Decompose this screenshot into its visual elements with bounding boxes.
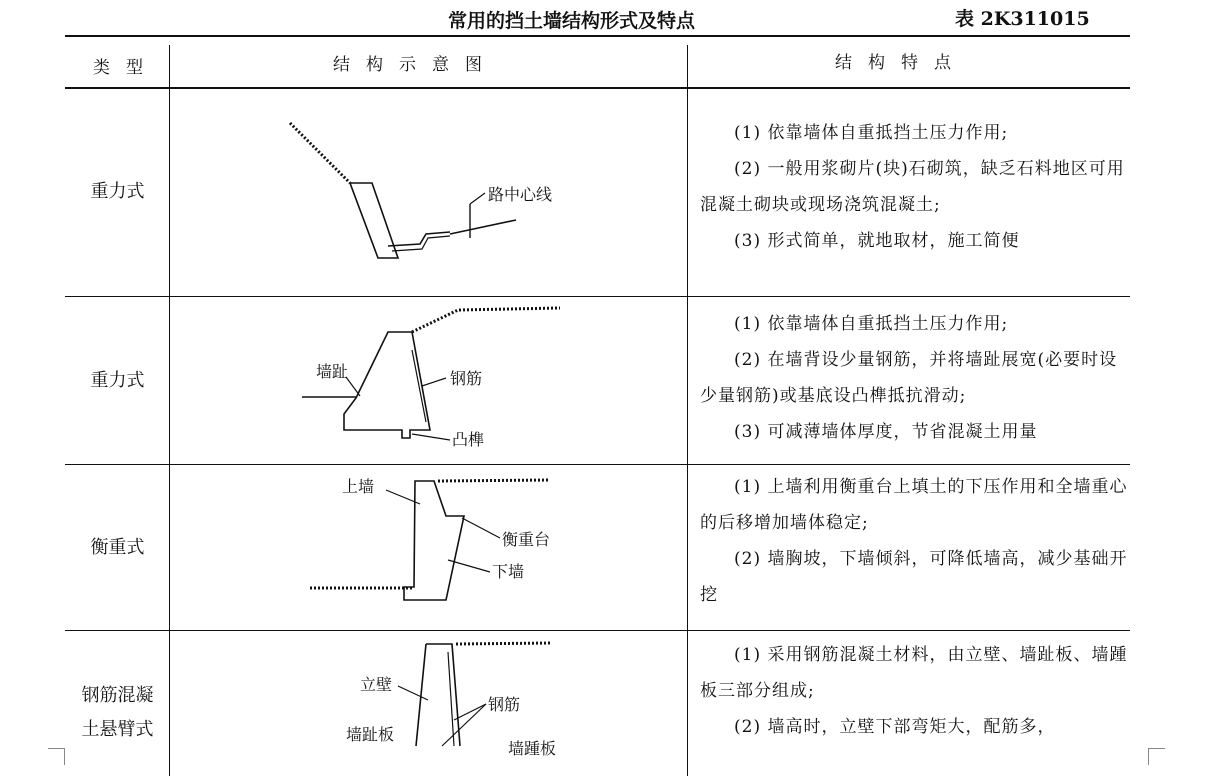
- row4-type-line1: 钢筋混凝: [81, 685, 154, 706]
- reinforced-gravity-wall-diagram: [300, 302, 570, 452]
- wall-body: [404, 481, 464, 600]
- row3-feature-2: (2) 墙胸坡，下墙倾斜，可降低墙高，减少基础开挖: [700, 549, 1128, 605]
- label-rebar: 钢筋: [488, 695, 521, 714]
- row3-type: 衡重式: [90, 537, 145, 558]
- table-title: 常用的挡土墙结构形式及特点: [448, 10, 696, 32]
- row1-feature-3: (3) 形式简单，就地取材，施工简便: [734, 231, 1020, 251]
- header-type: 类型: [93, 58, 159, 78]
- label-heel-slab: 墙踵板: [508, 739, 557, 758]
- row4-type-line2: 土悬臂式: [81, 719, 154, 740]
- top-fill: [456, 643, 552, 644]
- rebar-leader-2: [442, 704, 486, 746]
- row4-feature-2: (2) 墙高时，立壁下部弯矩大，配筋多，: [734, 717, 1056, 737]
- row2-type: 重力式: [90, 370, 145, 391]
- label-toe: 墙趾: [316, 362, 349, 381]
- toe-leader: [346, 377, 360, 396]
- centerline-leader: [470, 193, 485, 204]
- row3-feature-1: (1) 上墙利用衡重台上填土的下压作用和全墙重心的后移增加墙体稳定;: [700, 477, 1128, 533]
- row1-feature-1: (1) 依靠墙体自重抵挡土压力作用;: [734, 123, 1009, 143]
- header-features: 结构特点: [835, 53, 967, 73]
- label-road-centerline: 路中心线: [488, 185, 553, 204]
- cantilever-wall-diagram: [330, 638, 570, 758]
- page-header: [0, 4, 1210, 32]
- wall-body: [350, 183, 398, 258]
- row2-feature-1: (1) 依靠墙体自重抵挡土压力作用;: [734, 314, 1009, 334]
- row2-feature-2: (2) 在墙背设少量钢筋，并将墙趾展宽(必要时设少量钢筋)或基底设凸榫抵抗滑动;: [700, 350, 1118, 406]
- column-divider-1: [169, 45, 170, 776]
- rebar-leader: [422, 378, 446, 386]
- wall-body: [344, 332, 430, 438]
- label-lower-wall: 下墙: [492, 562, 525, 581]
- key-leader: [412, 434, 450, 440]
- retaining-wall-table: [65, 35, 1130, 776]
- row-divider-1: [65, 296, 1130, 297]
- page-corner-right: [1148, 748, 1165, 765]
- rebar-leader-1: [454, 704, 486, 720]
- column-divider-2: [687, 45, 688, 776]
- row-divider-3: [65, 630, 1130, 631]
- rebar-line: [412, 350, 426, 422]
- row1-feature-2: (2) 一般用浆砌片(块)石砌筑，缺乏石料地区可用混凝土砌块或现场浇筑混凝土;: [700, 159, 1125, 215]
- row1-features: [700, 115, 1130, 259]
- row3-features: [700, 469, 1130, 613]
- page-corner-left: [48, 748, 65, 765]
- header-diagram: 结构示意图: [333, 55, 498, 75]
- lower-wall-leader: [448, 560, 490, 572]
- backfill-slope: [412, 308, 560, 332]
- header-bottom-rule: [65, 87, 1130, 89]
- table-top-rule: [65, 35, 1130, 37]
- label-toe-slab: 墙趾板: [346, 725, 395, 744]
- label-shear-key: 凸榫: [452, 430, 485, 449]
- gravity-wall-diagram: [280, 118, 580, 268]
- slope-hatching: [290, 123, 350, 183]
- row4-type: [65, 679, 170, 747]
- row2-features: [700, 306, 1130, 450]
- counterweight-wall-diagram: [300, 470, 570, 620]
- label-stem: 立壁: [360, 675, 393, 694]
- table-code: 表 2K311015: [955, 8, 1090, 30]
- road-surface: [450, 220, 516, 234]
- ditch: [388, 232, 450, 246]
- label-bench: 衡重台: [502, 530, 551, 549]
- row4-feature-1: (1) 采用钢筋混凝土材料，由立壁、墙趾板、墙踵板三部分组成;: [700, 645, 1128, 701]
- row4-features: [700, 637, 1130, 745]
- stem-leader: [398, 686, 428, 700]
- bench-leader: [462, 518, 500, 538]
- label-upper-wall: 上墙: [342, 477, 375, 496]
- top-fill: [438, 480, 550, 481]
- label-rebar: 钢筋: [450, 369, 483, 388]
- row2-feature-3: (3) 可减薄墙体厚度，节省混凝土用量: [734, 422, 1038, 442]
- row1-type: 重力式: [90, 181, 145, 202]
- row-divider-2: [65, 464, 1130, 465]
